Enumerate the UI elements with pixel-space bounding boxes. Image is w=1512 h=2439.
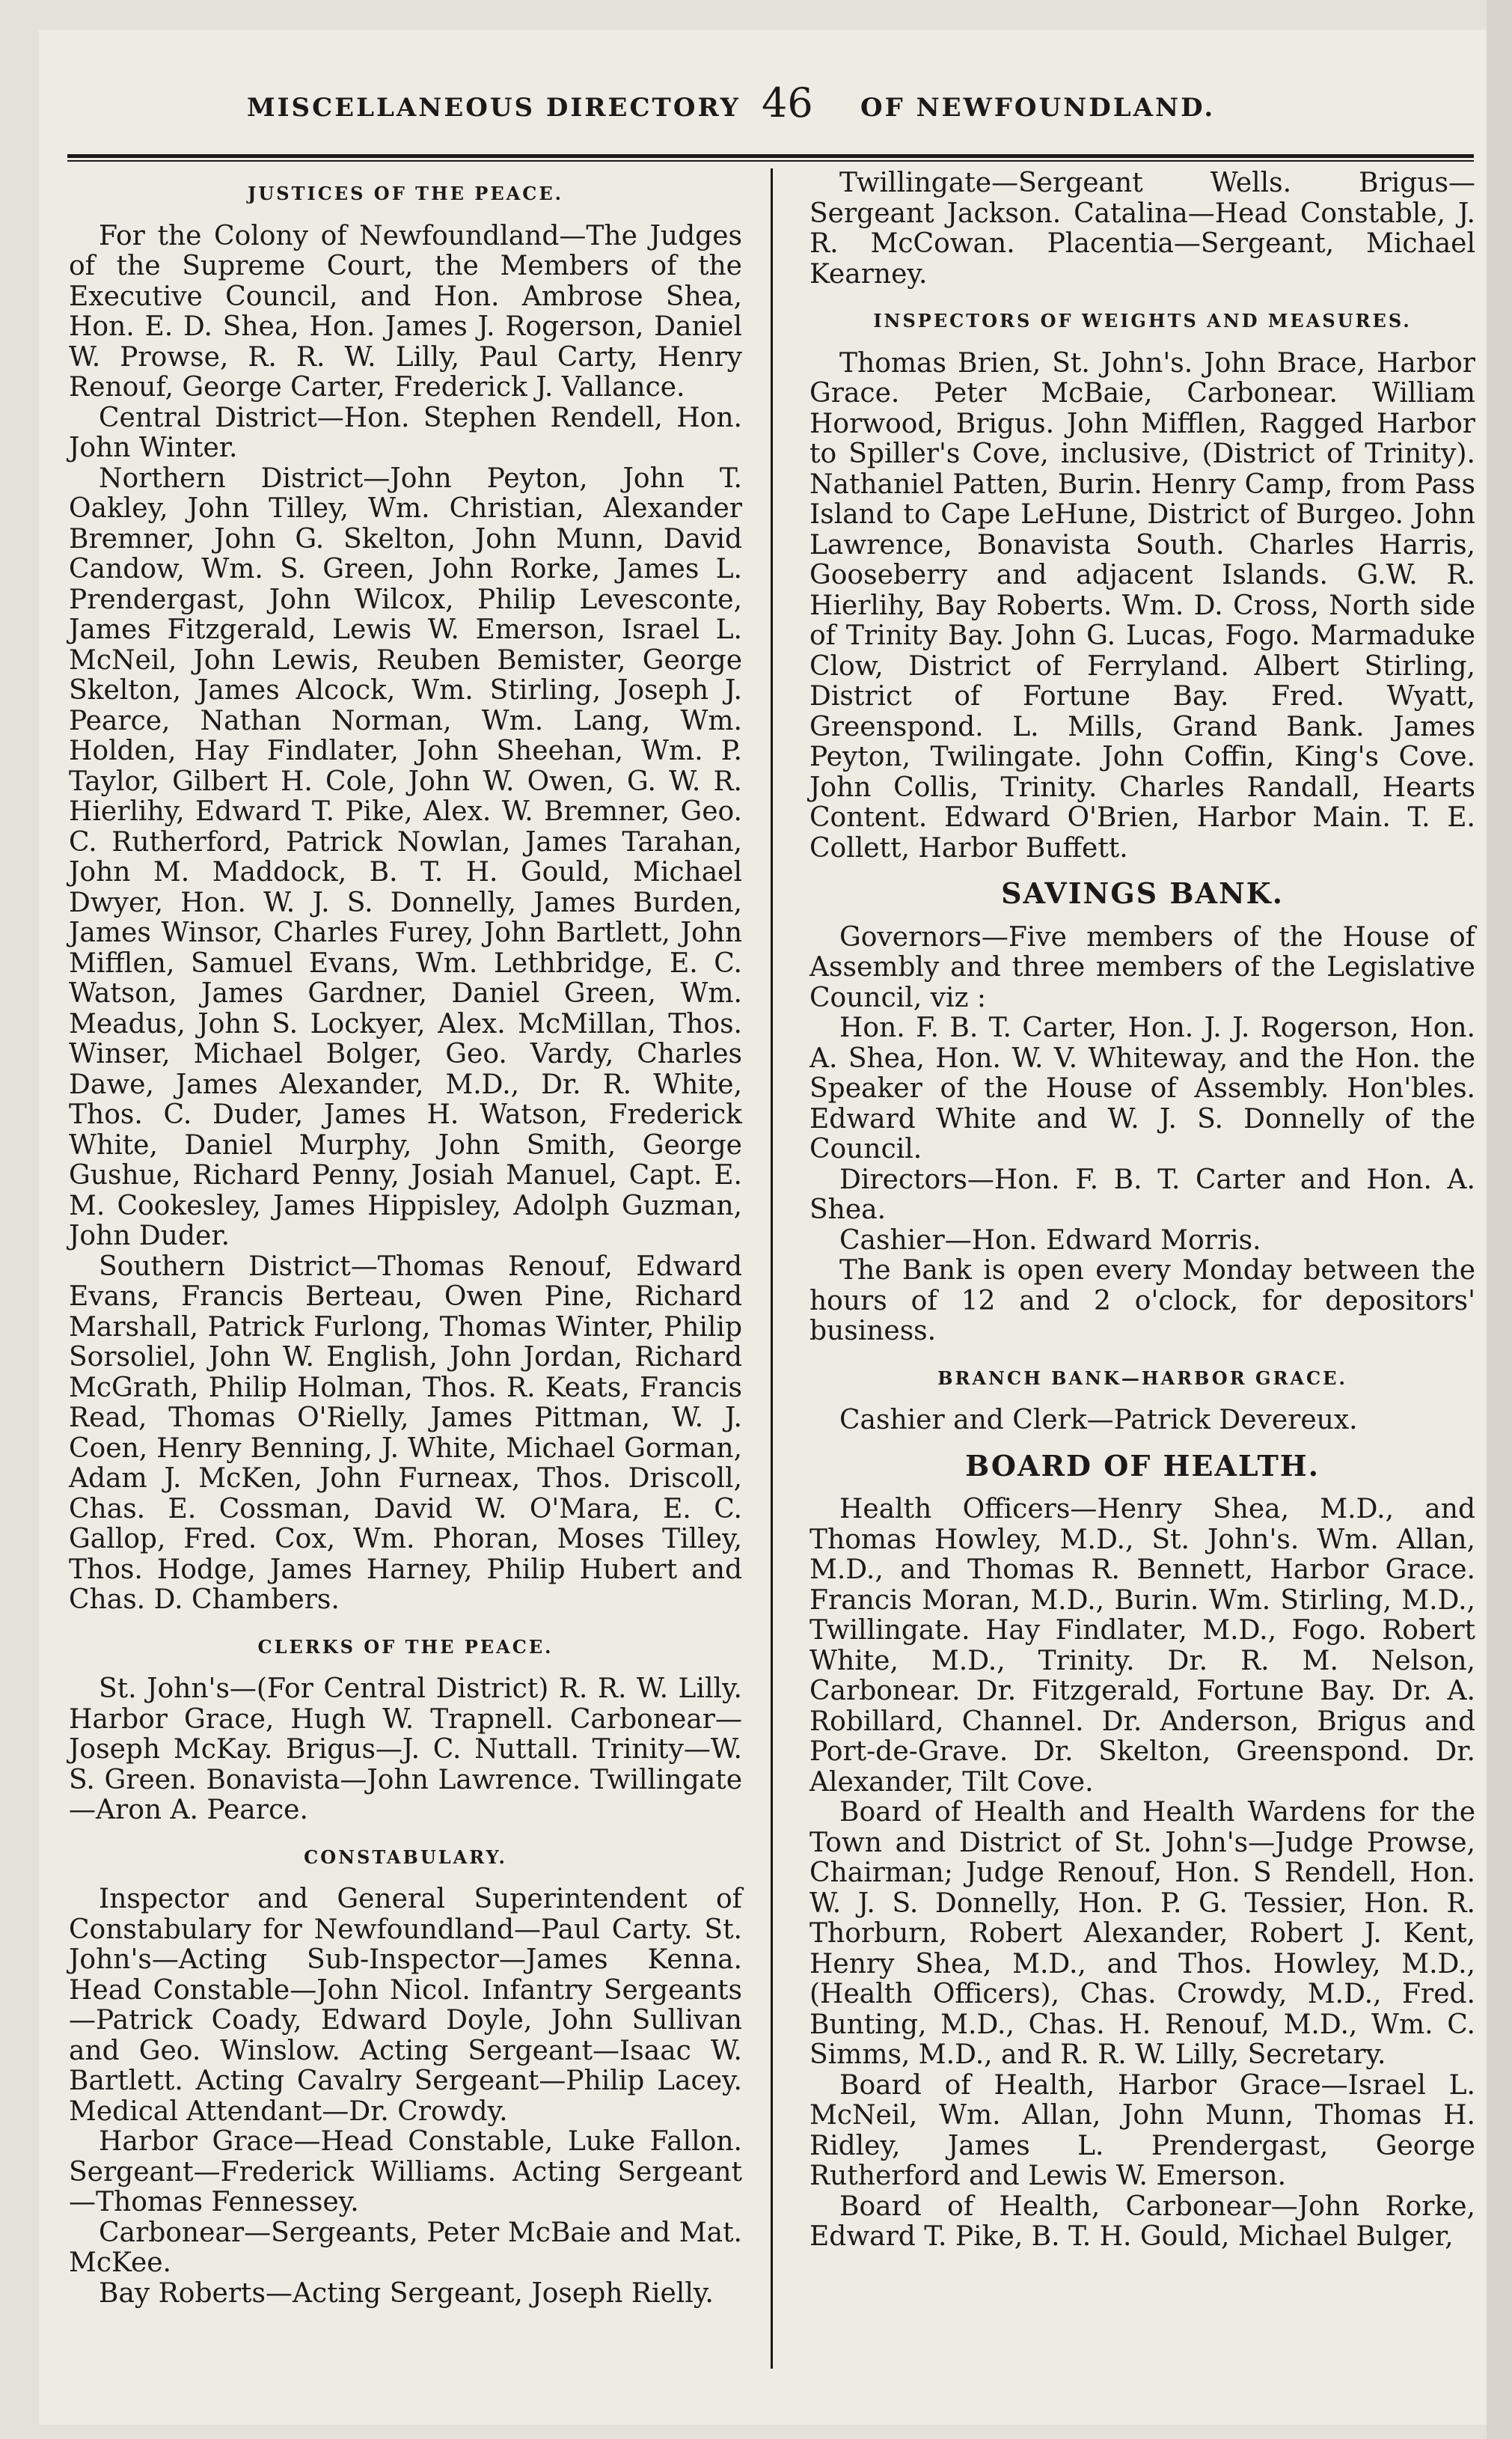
savings-cashier: Cashier—Hon. Edward Morris. (839, 1224, 1261, 1256)
branch-bank-heading: BRANCH BANK—HARBOR GRACE. (937, 1367, 1347, 1389)
constabulary-heading: CONSTABULARY. (304, 1846, 507, 1868)
justices-northern: Northern District—John Peyton, John T. Oakley, John Tilley, Wm. Christian, Alexander Bremner, John G. Skelton, John Munn, David Candow, Wm. S. Green, John Rorke, James L. Prendergast, John Wilcox, Philip Levesconte, James Fitzgerald, Lewis W. Emerson, Israel L. McNeil, John Lewis, Reuben Bemister, George Skelton, James Alcock, Wm. Stirling, Joseph J. Pearce, Nathan Norman, Wm. Lang, Wm. Holden, Hay Findlater, John Sheehan, Wm. P. Taylor, Gilbert H. Cole, John W. Owen, G. W. R. Hierlihy, Edward T. Pike, Alex. W. Bremner, Geo. C. Rutherford, Patrick Nowlan, James Tarahan, John M. Maddock, B. T. H. Gould, Michael Dwyer, Hon. W. J. S. Donnelly, James Burden, James Winsor, Charles Furey, John Bartlett, John Mifflen, Samuel Evans, Wm. Lethbridge, E. C. Watson, James Gardner, Daniel Green, Wm. Meadus, John S. Lockyer, Alex. McMillan, Thos. Winser, Michael Bolger, Geo. Vardy, Charles Dawe, James Alexander, M.D., Dr. R. White, Thos. C. Duder, James H. Watson, Frederick White, Daniel Murphy, John Smith, George Gushue, Richard Penny, Josiah Manuel, Capt. E. M. Cookesley, James Hippisley, Adolph Guzman, John Duder. (69, 463, 742, 1251)
page-number: 46 (762, 79, 813, 126)
justices-central: Central District—Hon. Stephen Rendell, Hon. John Winter. (69, 402, 742, 463)
page-header (0, 79, 1512, 124)
header-rule-thick (67, 154, 1474, 158)
branch-bank-text: Cashier and Clerk—Patrick Devereux. (839, 1405, 1358, 1435)
board-of-health-heading: BOARD OF HEALTH. (965, 1448, 1320, 1483)
inspectors-heading: INSPECTORS OF WEIGHTS AND MEASURES. (873, 310, 1412, 332)
header-left-title: MISCELLANEOUS DIRECTORY (247, 93, 741, 123)
constabulary-continued: Twillingate—Sergeant Wells. Brigus—Sergeant Jackson. Catalina—Head Constable, J. R. McCowan. Placentia—Sergeant, Michael Kearney. (809, 168, 1475, 290)
justices-colony: For the Colony of Newfoundland—The Judges of the Supreme Court, the Members of the Executive Council, and Hon. Ambrose Shea, Hon. E. D. Shea, Hon. James J. Rogerson, Daniel W. Prowse, R. R. W. Lilly, Paul Carty, Henry Renouf, George Carter, Frederick J. Vallance. (69, 220, 742, 403)
health-harbor-grace: Board of Health, Harbor Grace—Israel L. McNeil, Wm. Allan, John Munn, Thomas H. Ridley, James L. Prendergast, George Rutherford and Lewis W. Emerson. (809, 2069, 1475, 2191)
column-divider (771, 168, 773, 2369)
constabulary-harbor-grace: Harbor Grace—Head Constable, Luke Fallon. Sergeant—Frederick Williams. Acting Sergeant—Thomas Fennessey. (69, 2126, 742, 2217)
justices-heading: JUSTICES OF THE PEACE. (248, 183, 563, 204)
savings-hours: The Bank is open every Monday between the hours of 12 and 2 o'clock, for depositors' business. (809, 1255, 1475, 1346)
constabulary-bay-roberts: Bay Roberts—Acting Sergeant, Joseph Rielly. (99, 2277, 714, 2309)
health-st-johns: Board of Health and Health Wardens for the Town and District of St. John's—Judge Prowse, Chairman; Judge Renouf, Hon. S Rendell, Hon. W. J. S. Donnelly, Hon. P. G. Tessier, Hon. R. Thorburn, Robert Alexander, Robert J. Kent, Henry Shea, M.D., and Thos. Howley, M.D., (Health Officers), Chas. Crowdy, M.D., Fred. Bunting, M.D., Chas. H. Renouf, M.D., Wm. C. Simms, M.D., and R. R. W. Lilly, Secretary. (809, 1797, 1475, 2070)
constabulary-inspector: Inspector and General Superintendent of Constabulary for Newfoundland—Paul Carty. St. John's—Acting Sub-Inspector—James Kenna. Head Constable—John Nicol. Infantry Sergeants—Patrick Coady, Edward Doyle, John Sullivan and Geo. Winslow. Acting Sergeant—Isaac W. Bartlett. Acting Cavalry Sergeant—Philip Lacey. Medical Attendant—Dr. Crowdy. (69, 1884, 742, 2127)
adjacent-page-edge (1487, 0, 1512, 2439)
savings-members: Hon. F. B. T. Carter, Hon. J. J. Rogerson, Hon. A. Shea, Hon. W. V. Whiteway, and the Hon. the Speaker of the House of Assembly. Hon'bles. Edward White and W. J. S. Donnelly of the Council. (809, 1013, 1475, 1164)
left-column (69, 168, 742, 2309)
justices-southern: Southern District—Thomas Renouf, Edward Evans, Francis Berteau, Owen Pine, Richard Marshall, Patrick Furlong, Thomas Winter, Philip Sorsoliel, John W. English, John Jordan, Richard McGrath, Philip Holman, Thos. R. Keats, Francis Read, Thomas O'Rielly, James Pittman, W. J. Coen, Henry Benning, J. White, Michael Gorman, Adam J. McKen, John Furneax, Thos. Driscoll, Chas. E. Cossman, David W. O'Mara, E. C. Gallop, Fred. Cox, Wm. Phoran, Moses Tilley, Thos. Hodge, James Harney, Philip Hubert and Chas. D. Chambers. (69, 1251, 742, 1615)
clerks-text: St. John's—(For Central District) R. R. W. Lilly. Harbor Grace, Hugh W. Trapnell. Carbonear—Joseph McKay. Brigus—J. C. Nuttall. Trinity—W. S. Green. Bonavista—John Lawrence. Twillingate—Aron A. Pearce. (69, 1673, 742, 1825)
health-officers: Health Officers—Henry Shea, M.D., and Thomas Howley, M.D., St. John's. Wm. Allan, M.D., and Thomas R. Bennett, Harbor Grace. Francis Moran, M.D., Burin. Wm. Stirling, M.D., Twillingate. Hay Findlater, M.D., Fogo. Robert White, M.D., Trinity. Dr. R. M. Nelson, Carbonear. Dr. Fitzgerald, Fortune Bay. Dr. A. Robillard, Channel. Dr. Anderson, Brigus and Port-de-Grave. Dr. Skelton, Greenspond. Dr. Alexander, Tilt Cove. (809, 1494, 1475, 1798)
health-carbonear: Board of Health, Carbonear—John Rorke, Edward T. Pike, B. T. H. Gould, Michael Bulger, (809, 2191, 1475, 2252)
savings-governors: Governors—Five members of the House of Assembly and three members of the Legislative Council, viz : (809, 921, 1475, 1013)
header-right-title: OF NEWFOUNDLAND. (860, 93, 1216, 123)
inspectors-text: Thomas Brien, St. John's. John Brace, Harbor Grace. Peter McBaie, Carbonear. William Horwood, Brigus. John Mifflen, Ragged Harbor to Spiller's Cove, inclusive, (District of Trinity). Nathaniel Patten, Burin. Henry Camp, from Pass Island to Cape LeHune, District of Burgeo. John Lawrence, Bonavista South. Charles Harris, Gooseberry and adjacent Islands. G.W. R. Hierlihy, Bay Roberts. Wm. D. Cross, North side of Trinity Bay. John G. Lucas, Fogo. Marmaduke Clow, District of Ferryland. Albert Stirling, District of Fortune Bay. Fred. Wyatt, Greenspond. L. Mills, Grand Bank. James Peyton, Twilingate. John Coffin, King's Cove. John Collis, Trinity. Charles Randall, Hearts Content. Edward O'Brien, Harbor Main. T. E. Collett, Harbor Buffett. (809, 347, 1475, 864)
clerks-heading: CLERKS OF THE PEACE. (257, 1635, 554, 1658)
header-rule-thin (67, 160, 1474, 162)
right-column (809, 168, 1475, 2253)
savings-bank-heading: SAVINGS BANK. (1001, 876, 1284, 910)
savings-directors: Directors—Hon. F. B. T. Carter and Hon. A. Shea. (809, 1164, 1475, 1225)
constabulary-carbonear: Carbonear—Sergeants, Peter McBaie and Mat. McKee. (69, 2217, 742, 2278)
